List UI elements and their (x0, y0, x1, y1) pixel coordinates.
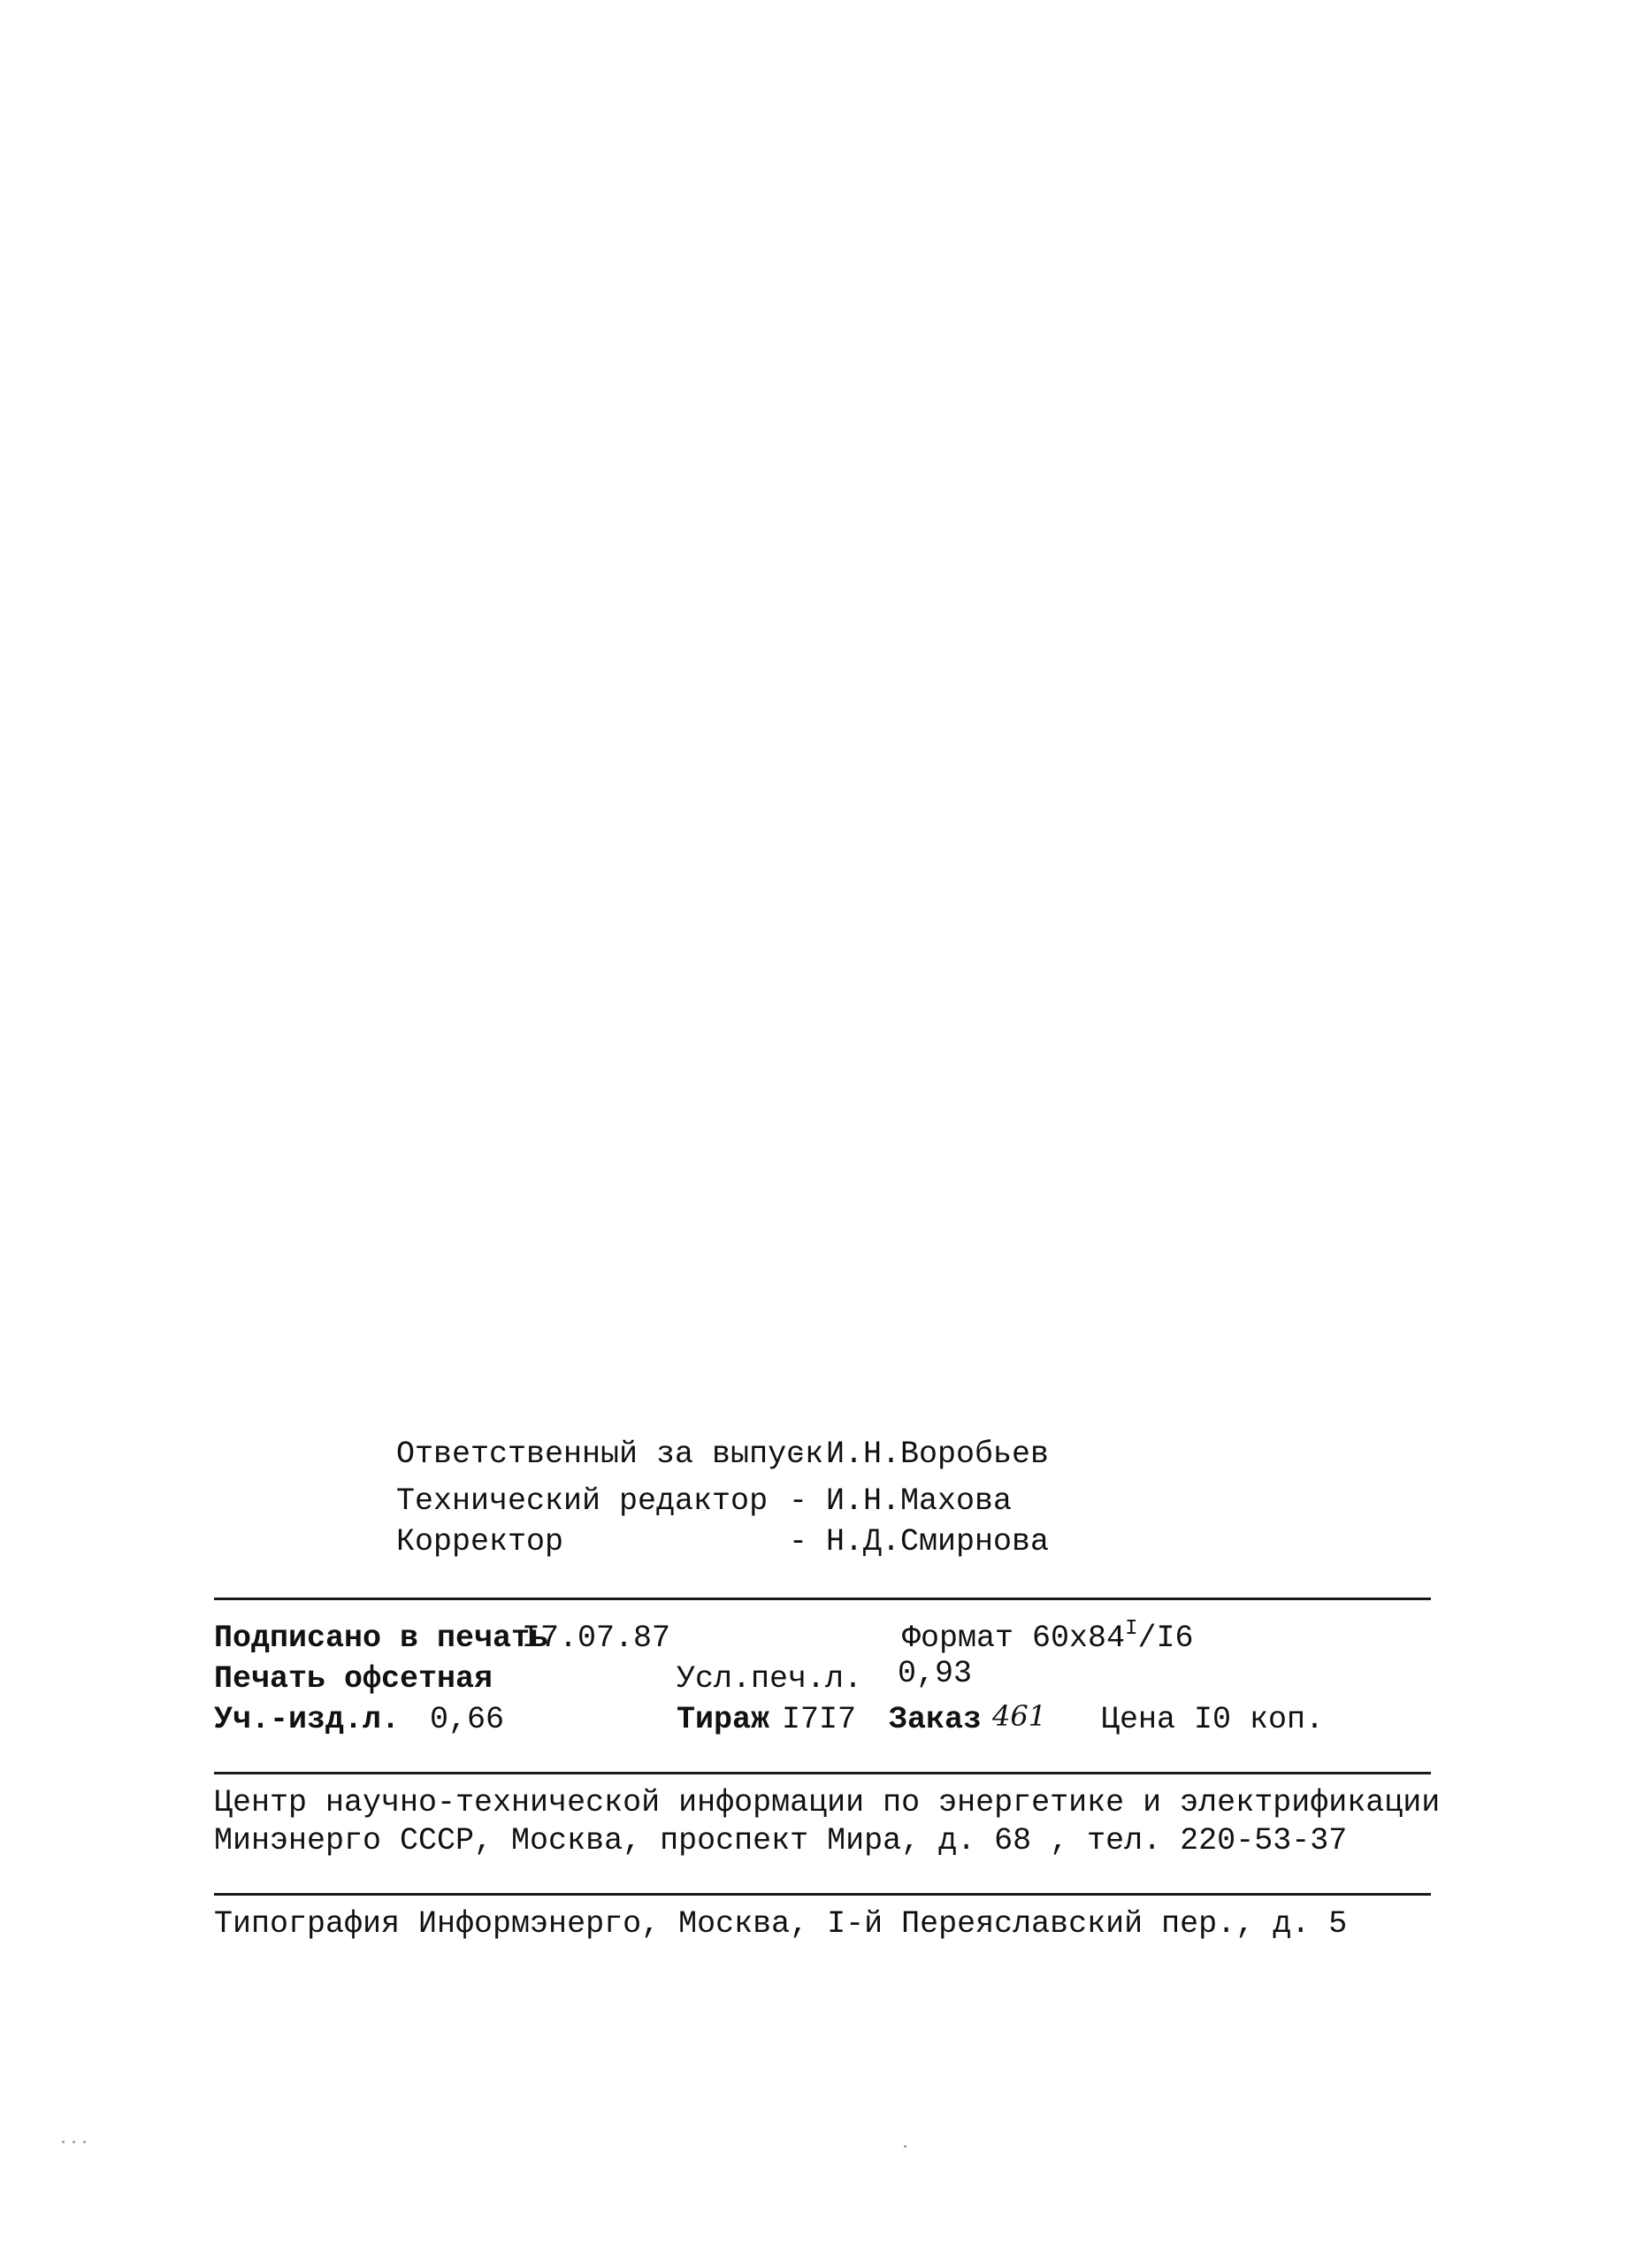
credit-name-responsible: - И.Н.Воробьев (789, 1437, 1050, 1472)
order-value-handwritten: 461 (992, 1699, 1047, 1733)
scan-speck (83, 2141, 86, 2143)
format-superscript: I (1125, 1617, 1138, 1641)
print-type: Печать офсетная (214, 1661, 493, 1697)
scan-speck (73, 2141, 75, 2143)
signed-label: Подписано в печать (214, 1621, 549, 1656)
publisher-line-2: Минэнерго СССР, Москва, проспект Мира, д. 68 , тел. 220-53-37 (214, 1823, 1348, 1858)
scan-speck (62, 2141, 65, 2143)
tirazh-label: Тираж (677, 1702, 770, 1737)
divider-rule-2 (214, 1772, 1431, 1774)
order-label: Заказ (889, 1702, 983, 1737)
tirazh-value: I7I7 (782, 1702, 857, 1737)
publisher-line-1: Центр научно-технической информации по энергетике и электрификации (214, 1785, 1441, 1820)
usl-value: 0,93 (898, 1656, 973, 1691)
price: Цена I0 коп. (1101, 1702, 1325, 1737)
format-tail: /I6 (1137, 1621, 1194, 1656)
uch-label: Уч.-изд.л. (214, 1702, 401, 1737)
uch-value: 0,66 (430, 1702, 505, 1737)
printer-line: Типография Информэнерго, Москва, I-й Переяславский пер., д. 5 (214, 1906, 1348, 1942)
usl-label: Усл.печ.л. (677, 1661, 863, 1697)
credit-role-responsible: Ответственный за выпуск (396, 1437, 824, 1472)
divider-rule-3 (214, 1893, 1431, 1896)
format-value: 60х84 (1032, 1621, 1126, 1656)
format-label: Формат (902, 1621, 1014, 1656)
credit-name-tech-editor: - И.Н.Махова (789, 1483, 1013, 1519)
scan-speck (904, 2145, 906, 2148)
credit-role-corrector: Корректор (396, 1524, 564, 1559)
divider-rule-1 (214, 1598, 1431, 1600)
credit-role-tech-editor: Технический редактор (396, 1483, 769, 1519)
credit-name-corrector: - Н.Д.Смирнова (789, 1524, 1050, 1559)
signed-date: I7.07.87 (522, 1621, 671, 1656)
